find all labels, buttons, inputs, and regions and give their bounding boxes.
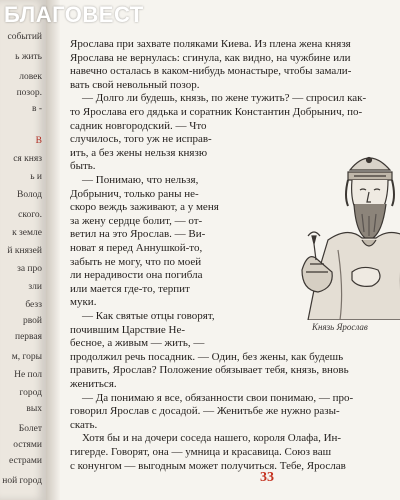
text-line: случилось, того уж не исправ- — [70, 133, 212, 146]
text-line: — Долго ли будешь, князь, по жене тужить? — спросил как- — [82, 92, 367, 105]
left-page-fragment: В — [35, 136, 42, 146]
text-line: жениться. — [70, 378, 117, 390]
text-line: — Как святые отцы говорят, — [82, 310, 215, 322]
watermark-logo: БЛАГОВЕСТ — [4, 2, 144, 27]
left-page-fragment: ся княз — [13, 154, 42, 164]
text-line: бесное, а живым — жить, — — [70, 337, 205, 350]
text-line: говорил Ярослав с досадой. — Женитьбе же нужно разы- — [70, 405, 340, 418]
text-line: гигерде. Говорят, она — умница и красавица. Союз ваш — [70, 446, 332, 458]
text-line: с конунгом — выгодным может получиться. Тебе, Ярослав — [70, 459, 346, 472]
text-line: скоро веждь заживают, а у меня — [70, 201, 219, 214]
text-line: почившим Царствие Не- — [70, 323, 186, 336]
text-line: скать. — [70, 418, 98, 431]
text-line: навечно осталась в каком-нибудь монастыре, чтобы замали- — [70, 65, 352, 78]
text-line: новат я перед Аннушкой-то, — [70, 242, 203, 254]
page-number: 33 — [260, 470, 274, 485]
text-line: быть. — [70, 160, 96, 173]
left-page-fragment: остями — [13, 440, 42, 450]
illustration-caption: Князь Ярослав — [312, 322, 368, 332]
text-line: или мается где-то, терпит — [70, 282, 190, 295]
text-line: — Понимаю, что нельзя, — [82, 174, 199, 186]
text-line: садник новгородский. — Что — [70, 119, 207, 132]
text-line: править, Ярослав? Положение обязывает тебя, князь, вновь — [70, 364, 349, 377]
left-page-fragment: Болет — [18, 424, 42, 434]
left-page-fragment: город — [19, 388, 42, 398]
text-line: ли нерадивости она погибла — [70, 269, 203, 282]
left-page-fragment: ь и — [30, 172, 42, 182]
left-page-fragment: за про — [17, 264, 42, 274]
text-line: то Ярослава его дядька и соратник Константин Добрынич, по- — [70, 106, 363, 118]
text-line: за жену сердце болит, — от- — [70, 214, 203, 227]
right-page — [60, 0, 400, 500]
left-page — [0, 0, 47, 500]
left-page-fragment: первая — [15, 332, 42, 342]
left-page-fragment: позор. — [16, 88, 42, 98]
left-page-fragment: естрами — [9, 456, 42, 466]
text-line: вать свой невольный позор. — [70, 78, 200, 91]
text-line: ить, а без жены нельзя князю — [70, 146, 208, 159]
left-page-fragment: зли — [28, 282, 42, 292]
left-page-fragment: ь жить — [15, 52, 42, 62]
left-page-fragment: Не пол — [14, 370, 42, 380]
left-page-fragment: й князей — [7, 246, 42, 256]
left-page-fragment: безз — [25, 300, 42, 310]
text-line: Добрынич, только раны не- — [70, 187, 199, 200]
text-line: забыть не могу, что по моей — [70, 255, 202, 268]
left-page-fragment: рвой — [22, 316, 42, 326]
left-page-fragment: ского. — [18, 210, 42, 220]
left-page-fragment: событий — [7, 32, 42, 42]
text-line: Хотя бы и на дочери соседа нашего, короля Олафа, Ин- — [82, 432, 342, 445]
left-page-fragment: ной город — [2, 476, 42, 486]
left-page-fragment: м, горы — [11, 352, 42, 362]
left-page-fragment: Волод — [16, 190, 42, 200]
left-page-fragment: в - — [31, 104, 42, 114]
left-page-fragment: к земле — [12, 228, 42, 238]
text-line: продолжил речь посадник. — Один, без жены, как будешь — [70, 350, 344, 363]
left-page-fragment: ловек — [19, 72, 42, 82]
text-line: — Да понимаю я все, обязанности свои понимаю, — про- — [82, 391, 354, 404]
book-gutter — [46, 0, 60, 500]
left-page-fragment: вых — [26, 404, 42, 414]
text-line: ветил на это Ярослав. — Ви- — [70, 228, 206, 241]
text-line: Ярослава не вернулась: сгинула, как видно, на чужбине или — [70, 51, 351, 64]
text-line: Ярослава при захвате поляками Киева. Из плена жена князя — [70, 38, 351, 50]
text-line: муки. — [70, 296, 97, 309]
prince-yaroslav-illustration — [288, 140, 400, 320]
